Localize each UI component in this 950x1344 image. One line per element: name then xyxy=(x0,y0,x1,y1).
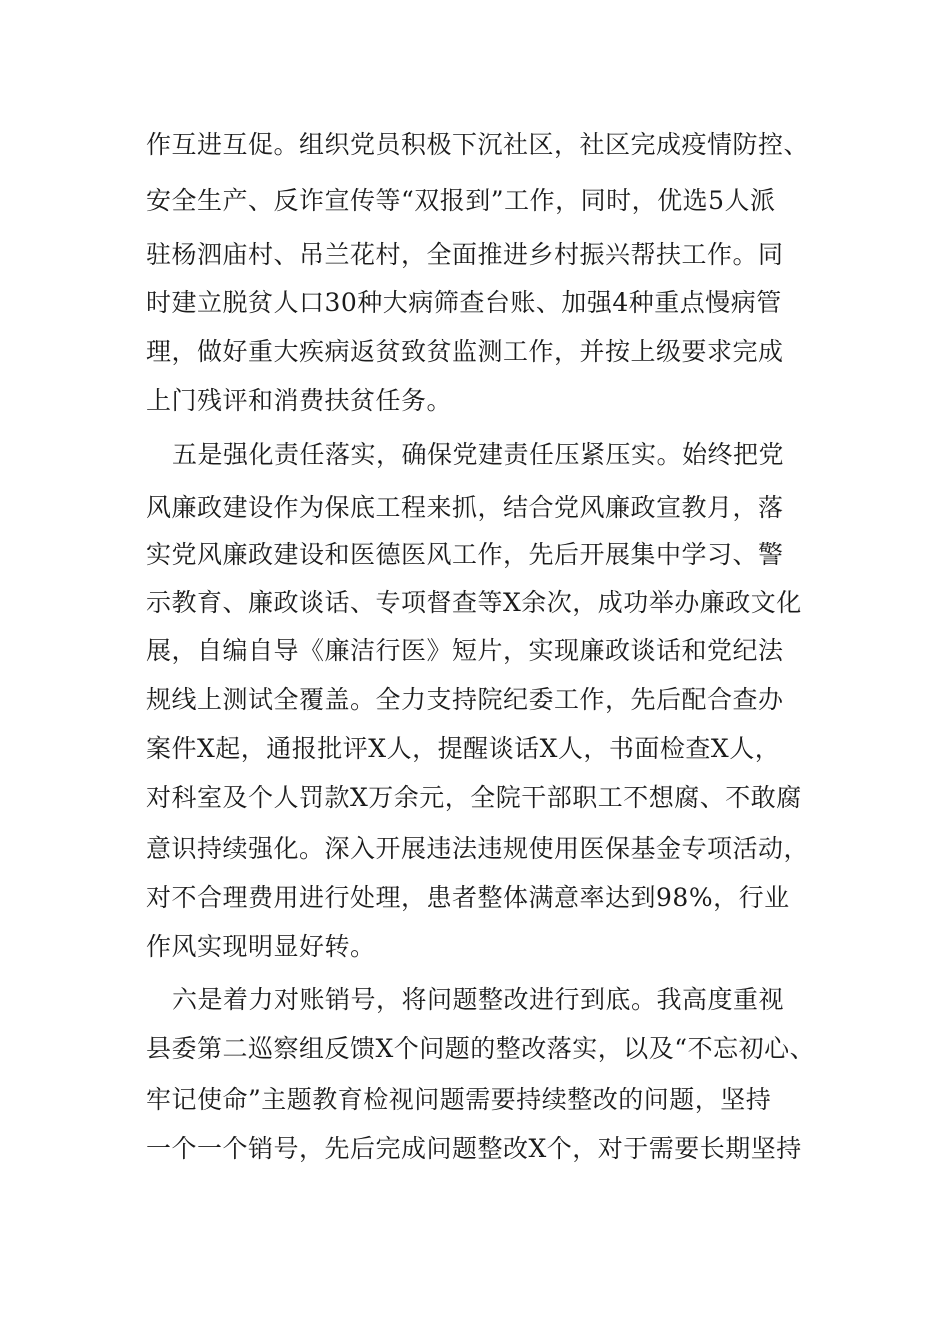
paragraph-line: 安全生产、反诈宣传等“双报到”工作，同时，优选5人派 xyxy=(146,186,776,215)
paragraph-line: 作互进互促。组织党员积极下沉社区，社区完成疫情防控、 xyxy=(146,130,810,159)
paragraph-line: 示教育、廉政谈话、专项督查等X余次，成功举办廉政文化 xyxy=(146,588,802,617)
paragraph-line: 县委第二巡察组反馈X个问题的整改落实，以及“不忘初心、 xyxy=(146,1034,816,1063)
paragraph-line: 上门残评和消费扶贫任务。 xyxy=(146,386,453,415)
paragraph-line: 实党风廉政建设和医德医风工作，先后开展集中学习、警 xyxy=(146,540,784,569)
paragraph-line: 牢记使命”主题教育检视问题需要持续整改的问题，坚持 xyxy=(146,1085,772,1114)
paragraph-line: 风廉政建设作为保底工程来抓，结合党风廉政宣教月，落 xyxy=(146,493,784,522)
paragraph-line: 案件X起，通报批评X人，提醒谈话X人，书面检查X人， xyxy=(146,734,781,763)
paragraph-line: 理，做好重大疾病返贫致贫监测工作，并按上级要求完成 xyxy=(146,337,784,366)
paragraph-line: 五是强化责任落实，确保党建责任压紧压实。始终把党 xyxy=(172,440,785,469)
paragraph-line: 对科室及个人罚款X万余元，全院干部职工不想腐、不敢腐 xyxy=(146,783,802,812)
paragraph-line: 意识持续强化。深入开展违法违规使用医保基金专项活动， xyxy=(146,834,810,863)
paragraph-line: 时建立脱贫人口30种大病筛查台账、加强4种重点慢病管 xyxy=(146,288,782,317)
paragraph-line: 对不合理费用进行处理，患者整体满意率达到98%，行业 xyxy=(146,883,790,912)
paragraph-line: 作风实现明显好转。 xyxy=(146,932,376,961)
paragraph-line: 六是着力对账销号，将问题整改进行到底。我高度重视 xyxy=(172,985,785,1014)
paragraph-line: 一个一个销号，先后完成问题整改X个，对于需要长期坚持 xyxy=(146,1134,802,1163)
paragraph-line: 驻杨泗庙村、吊兰花村，全面推进乡村振兴帮扶工作。同 xyxy=(146,240,784,269)
paragraph-line: 规线上测试全覆盖。全力支持院纪委工作，先后配合查办 xyxy=(146,685,784,714)
paragraph-line: 展，自编自导《廉洁行医》短片，实现廉政谈话和党纪法 xyxy=(146,636,784,665)
